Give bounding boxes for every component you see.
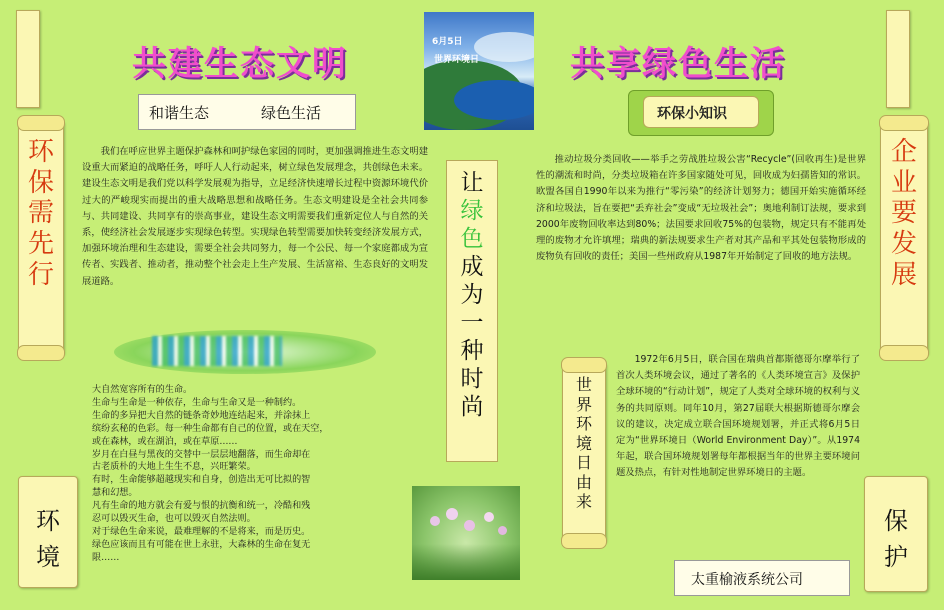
company-name: 太重榆液系统公司 [691,572,803,588]
left-top-scroll-text: 环保需先行 [27,137,54,290]
world-environment-day-photo [424,12,534,130]
right-bottom-scroll-text: 保护 [884,507,908,571]
world-env-day-scroll-text: 世界环境日由来 [575,375,592,512]
green-life-label: 绿色生活 [261,104,322,122]
poem-line: 岁月在白昼与黑夜的交替中一层层地翻落，而生命却在 [92,449,311,460]
poem-line: 缤纷玄秘的色彩。每一种生命都有自己的位置，或在天空， [92,423,329,434]
left-bottom-scroll [18,476,78,588]
right-top-scroll-text: 企业要发展 [890,137,917,290]
poem-line: 古老质朴的大地上生生不息，兴旺繁荣。 [92,462,256,473]
poem-line: 或在森林，或在湖泊，或在草原…… [92,436,238,447]
poem-line: 绿色应该而且有可能在世上永驻，大森林的生命在复无 [92,539,311,550]
left-top-strip [16,10,40,108]
nature-poem [92,384,414,565]
left-bottom-scroll-text: 环境 [36,507,60,571]
banner-text [459,169,485,421]
harmony-label: 和谐生态 [149,104,210,122]
main-title-left: 共建生态文明 [132,44,348,84]
right-top-scroll [880,122,928,354]
world-env-day-paragraph: 1972年6月5日，联合国在瑞典首都斯德哥尔摩举行了首次人类环境会议，通过了著名的《人类环境宣言》及保护全球环境的“行动计划”，规定了人类对全球环境的权利与义务的共同原则。同年10月，第27届联大根据斯德哥尔摩会议的建议，决定成立联合国环境规划署，并正式将6月5日定为“世界环境日（World Environment Day）”。从1974年起，联合国环境规划署每年都根据当年的世界主要环境问题及热点，有针对性地制定世界环境日的主题。 [616,354,860,479]
photo-caption-title: 世界环境日 [434,55,480,65]
photo-caption-date: 6月5日 [432,37,463,47]
poem-line: 有时，生命能够超越现实和自身，创造出无可比拟的智 [92,475,311,486]
poem-line: 对于绿色生命来说，最难理解的不是将来，而是历史。 [92,526,311,537]
eco-tips-label: 环保小知识 [657,106,727,122]
banner-prefix: 让 [460,170,484,196]
poem-line: 生命的多异把大自然的链条奇妙地连结起来，并涂抹上 [92,410,311,421]
eco-tips-label-box [628,90,774,136]
company-name-box [674,560,850,596]
green-fashion-banner [446,160,498,462]
poem-line: 生命与生命是一种依存，生命与生命又是一种制约。 [92,397,302,408]
banner-suffix: 成为一种时尚 [460,254,484,421]
right-main-paragraph: 推动垃圾分类回收——举手之劳战胜垃圾公害“Recycle”(回收再生)是世界性的潮流和时尚，分类垃圾箱在许多国家随处可见，回收成为妇孺皆知的常识。欧盟各国自1990年以来为推行“零污染”的经济计划努力；德国开始实施循环经济和垃圾法，旨在要把“丢弃社会”变成“无垃圾社会”；奥地利制订法规，要求到2000年废物回收率达到80%；法国要求回收75%的包装物，规定只有不能再处理的废物才允许填埋；瑞典的新法规要求生产者对其产品和平其处包装物形成的废物负有回收的责任；美国一些州政府从1987年开始制定了回收的地方法规。 [536,154,866,263]
right-bottom-scroll [864,476,928,592]
poem-line: 忍可以毁灭生命，也可以毁灭自然法则。 [92,514,256,525]
world-env-day-scroll [562,364,606,542]
left-top-scroll [18,122,64,354]
right-top-strip [886,10,910,108]
poem-line: 凡有生命的地方就会有爱与恨的抗衡和统一，冷酷和残 [92,501,311,512]
poem-line: 慧和幻想。 [92,488,138,499]
poem-line: 限…… [92,552,120,563]
banner-green: 绿色 [460,198,484,253]
left-main-paragraph: 我们在呼应世界主题保护森林和呵护绿色家园的同时，更加强调推进生态文明建设重大而紧迫的战略任务，呼吁人人行动起来，树立绿色发展理念，共创绿色未来。建设生态文明是我们党以科学发展观为指导，立足经济快速增长过程中资源环境代价过大的严峻现实而提出的重大战略思想和战略任务。生态文明建设是全社会共同参与、共同建设、共同享有的崇高事业，建设生态文明需要我们重新定位人与自然的关系，使经济社会发展逐步实现绿色转型。实现绿色转型需要加快转变经济发展方式，加强环境治理和生态建设，需要全社会共同努力，每一个公民、每一个家庭都成为宣传者、实践者、推动者，推动整个社会走上生产发展、生活富裕、生态良好的文明发展道路。 [82,146,428,287]
poem-line: 大自然宽容所有的生命。 [92,385,193,395]
flower-photo [412,486,520,580]
main-title-right: 共享绿色生活 [570,44,786,84]
harmony-label-box [138,94,356,130]
decorative-oval [114,330,376,374]
